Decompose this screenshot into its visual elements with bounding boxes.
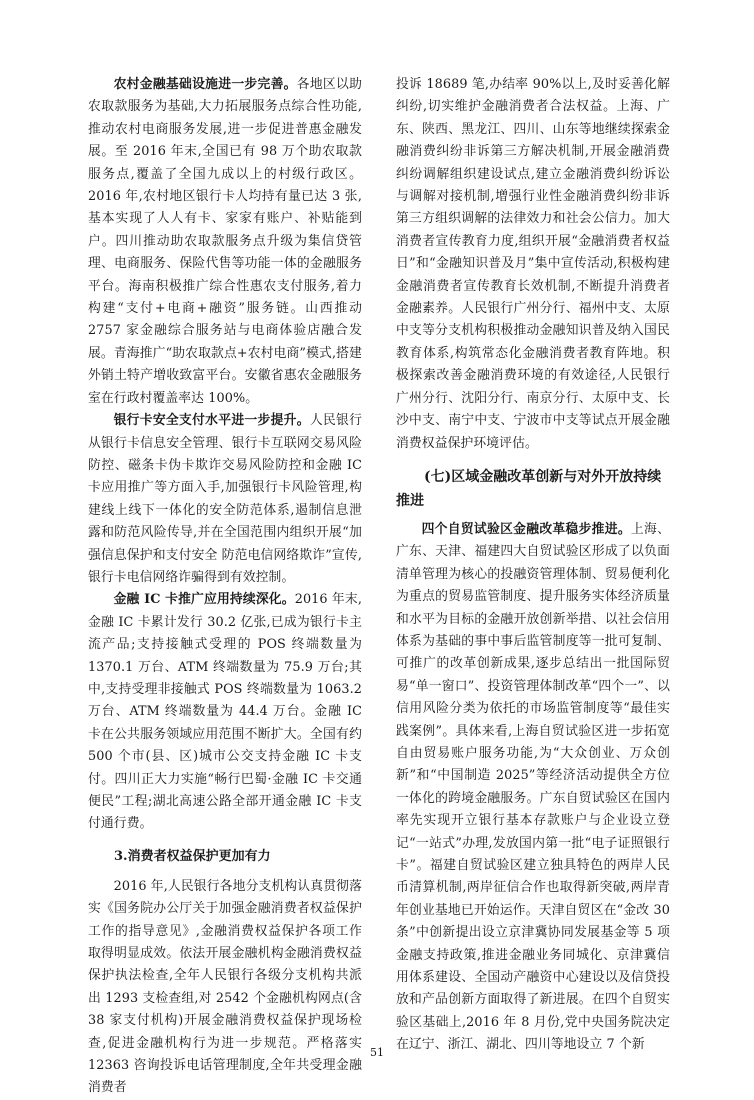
section-heading-regional-reform: (七)区域金融改革创新与对外开放持续推进 (396, 468, 662, 509)
paragraph-body: 人民银行从银行卡信息安全管理、银行卡互联网交易风险防控、磁条卡伪卡欺诈交易风险防控和金融 IC 卡应用推广等方面入手,加强银行卡风险管理,构建线上线下一体化的安全防范体系,遏制信息泄露和防范风险传导,并在全国范围内组织开展“加强信息保护和支付安全 防范电信网络欺诈”宣传,银行卡电信网络诈骗得到有效控制。 (88, 413, 363, 585)
paragraph-body: 上海、广东、天津、福建四大自贸试验区形成了以负面清单管理为核心的投融资管理体制、贸易便利化为重点的贸易监管制度、提升服务实体经济质量和水平为目标的金融开放创新举措、以社会信用体系为基础的事中事后监管制度等一批可复制、可推广的改革创新成果,逐步总结出一批国际贸易“单一窗口”、投资管理体制改革“四个一”、以信用风险分类为依托的市场监管制度等“最佳实践案例”。具体来看,上海自贸试验区进一步拓宽自由贸易账户服务功能,为“大众创业、万众创新”和“中国制造 2025”等经济活动提供全方位一体化的跨境金融服务。广东自贸试验区在国内率先实现开立银行基本存款账户与企业设立登记“一站式”办理,发放国内第一批“电子证照银行卡”。福建自贸试验区建立独具特色的两岸人民币清算机制,两岸征信合作也取得新突破,两岸青年创业基地已开始运作。天津自贸区在“金改 30 条”中创新提出设立京津冀协同发展基金等 5 项金融支持政策,推进金融业务同城化、京津冀信用体系建设、全国动产融资中心建设以及信贷投放和产品创新方面取得了新进展。在四个自贸实验区基础上,2016 年 8 月份,党中央国务院决定在辽宁、浙江、湖北、四川等地设立 7 个新 (396, 521, 670, 1053)
paragraph-consumer-protection: 2016 年,人民银行各地分支机构认真贯彻落实《国务院办公厅关于加强金融消费者权益保护工作的指导意见》,金融消费权益保护各项工作取得明显成效。依法开展金融机构金融消费权益保护执法检查,全年人民银行各级分支机构共派出 1293 支检查组,对 2542 个金融机构网点(含 38 家支付机构)开展金融消费权益保护现场检查,促进金融机构行为进一步规范。严格落实 12363 咨询投诉电话管理制度,全年共受理金融消费者 (88, 878, 362, 1096)
paragraph-ic-card (88, 589, 362, 835)
paragraph-body: 各地区以助农取款服务为基础,大力拓展服务点综合性功能,推动农村电商服务发展,进一步促进普惠金融发展。至 2016 年末,全国已有 98 万个助农取款服务点,覆盖了全国九成以上的村级行政区。2016 年,农村地区银行卡人均持有量已达 3 张,基本实现了人人有卡、家家有账户、补贴能到户。四川推动助农取款服务点升级为集信贷管理、电商服务、保险代售等功能一体的金融服务平台。海南积极推广综合性惠农支付服务,着力构建“支付+电商+融资”服务链。山西推动 2757 家金融综合服务站与电商体验店融合发展。青海推广“助农取款点+农村电商”模式,搭建外销土特产增收致富平台。安徽省惠农金融服务室在行政村覆盖率达 100%。 (88, 77, 362, 406)
paragraph-free-trade-zones (396, 519, 670, 1057)
paragraph-heading: 农村金融基础设施进一步完善。 (113, 77, 297, 92)
paragraph-heading: 四个自贸试验区金融改革稳步推进。 (421, 521, 631, 537)
left-column (88, 74, 362, 1100)
paragraph-heading: 金融 IC 卡推广应用持续深化。 (113, 592, 295, 608)
page-number: 51 (370, 1046, 384, 1059)
paragraph-rural-finance (88, 74, 362, 410)
paragraph-body: 2016 年末,金融 IC 卡累计发行 30.2 亿张,已成为银行卡主流产品;支持接触式受理的 POS 终端数量为 1370.1 万台、ATM 终端数量为 75.9 万台;其中,支持受理非接触式 POS 终端数量为 1063.2 万台、ATM 终端数量为 44.4 万台。金融 IC 卡在公共服务领域应用范围不断扩大。全国有约 500 个市(县、区)城市公交支持金融 IC 卡支付。四川正大力实施“畅行巴蜀·金融 IC 卡交通便民”工程;湖北高速公路全部开通金融 IC 卡支付通行费。 (88, 592, 362, 832)
paragraph-card-security (88, 410, 362, 589)
paragraph-complaints-continued: 投诉 18689 笔,办结率 90%以上,及时妥善化解纠纷,切实维护金融消费者合法权益。上海、广东、陕西、黑龙江、四川、山东等地继续探索金融消费纠纷非诉第三方解决机制,开展金融消费纠纷调解组织建设试点,建立金融消费纠纷诉讼与调解对接机制,增强行业性金融消费纠纷非诉第三方组织调解的法律效力和社会公信力。加大消费者宣传教育力度,组织开展“金融消费者权益日”和“金融知识普及月”集中宣传活动,积极构建金融消费者宣传教育长效机制,不断提升消费者金融素养。人民银行广州分行、福州中支、太原中支等分支机构积极推动金融知识普及纳入国民教育体系,构筑常态化金融消费者教育阵地。积极探索改善金融消费环境的有效途径,人民银行广州分行、沈阳分行、南京分行、太原中支、长沙中支、南宁中支、宁波市中支等试点开展金融消费权益保护环境评估。 (396, 77, 670, 451)
right-column (396, 74, 670, 1057)
section-heading-consumer-protection: 3.消费者权益保护更加有力 (114, 848, 271, 864)
paragraph-heading: 银行卡安全支付水平进一步提升。 (113, 413, 310, 429)
